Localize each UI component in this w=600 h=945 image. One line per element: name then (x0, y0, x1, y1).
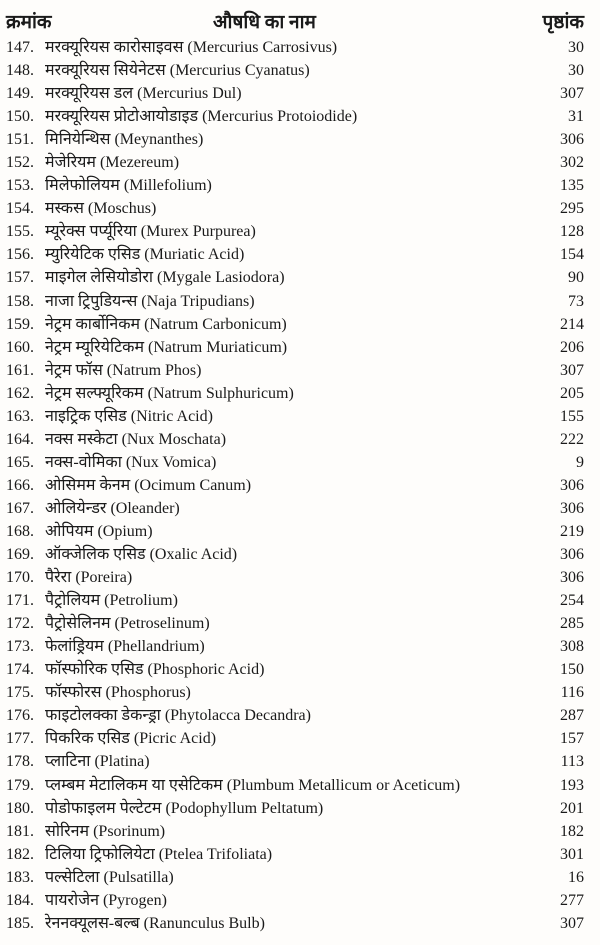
entry-number: 149. (6, 85, 34, 103)
medicine-name: नक्स मस्केटा (Nux Moschata) (45, 430, 227, 448)
list-item (0, 197, 600, 220)
list-item (0, 727, 600, 750)
entry-number: 163. (6, 407, 34, 425)
medicine-name: नेट्रम म्यूरियेटिकम (Natrum Muriaticum) (45, 338, 288, 356)
medicine-name: नेट्रम सल्फ्यूरिकम (Natrum Sulphuricum) (45, 384, 294, 402)
entry-number: 153. (6, 177, 34, 195)
list-item (0, 612, 600, 635)
page-number: 157 (560, 730, 584, 748)
list-item (0, 59, 600, 82)
medicine-name: नेट्रम फॉस (Natrum Phos) (45, 361, 202, 379)
page-number: 201 (560, 799, 584, 817)
entry-number: 173. (6, 638, 34, 656)
medicine-name: फॉस्फोरस (Phosphorus) (45, 684, 191, 702)
page-number: 306 (560, 499, 584, 517)
medicine-name: टिलिया ट्रिफोलियेटा (Ptelea Trifoliata) (45, 845, 273, 863)
medicine-name: प्लम्बम मेटालिकम या एसेटिकम (Plumbum Metallicum or Aceticum) (45, 776, 461, 794)
medicine-name: म्यूरेक्स पर्प्यूरिया (Murex Purpurea) (45, 223, 256, 241)
entry-number: 172. (6, 615, 34, 633)
list-item (0, 266, 600, 289)
entry-number: 177. (6, 730, 34, 748)
page-number: 295 (560, 200, 584, 218)
list-item (0, 497, 600, 520)
list-item (0, 750, 600, 773)
entry-number: 157. (6, 269, 34, 287)
entry-number: 179. (6, 776, 34, 794)
medicine-name-heading: औषधि का नाम (213, 12, 316, 33)
medicine-name: सोरिनम (Psorinum) (45, 822, 166, 840)
page-number: 154 (560, 246, 584, 264)
list-item (0, 82, 600, 105)
entry-number: 168. (6, 522, 34, 540)
medicine-name: मस्कस (Moschus) (45, 200, 157, 218)
medicine-name: ओलियेन्डर (Oleander) (45, 499, 180, 517)
page-number: 302 (560, 154, 584, 172)
medicine-name: मिलेफोलियम (Millefolium) (45, 177, 212, 195)
serial-number-heading: क्रमांक (6, 12, 52, 33)
list-item (0, 520, 600, 543)
entry-number: 166. (6, 476, 34, 494)
medicine-name: फेलांड्रियम (Phellandrium) (45, 638, 205, 656)
medicine-name: मरक्यूरियस कारोसाइवस (Mercurius Carrosivus) (45, 39, 338, 56)
medicine-index-list (0, 36, 600, 935)
entry-number: 169. (6, 546, 34, 564)
entry-number: 154. (6, 200, 34, 218)
table-header (0, 8, 600, 36)
medicine-name: मेजेरियम (Mezereum) (45, 154, 180, 172)
list-item (0, 290, 600, 313)
list-item (0, 151, 600, 174)
medicine-name: रेननक्यूलस-बल्ब (Ranunculus Bulb) (45, 914, 265, 932)
entry-number: 156. (6, 246, 34, 264)
page-number: 16 (568, 868, 584, 886)
page-number: 30 (568, 39, 584, 56)
page-number: 193 (560, 776, 584, 794)
medicine-name: पोडोफाइलम पेल्टेटम (Podophyllum Peltatum) (45, 799, 324, 817)
medicine-name: नक्स-वोमिका (Nux Vomica) (45, 453, 217, 471)
entry-number: 181. (6, 822, 34, 840)
medicine-name: फाइटोलक्का डेकन्ड्रा (Phytolacca Decandra) (45, 707, 311, 725)
medicine-name: मरक्यूरियस सियेनेटस (Mercurius Cyanatus) (45, 62, 310, 80)
page-number: 306 (560, 546, 584, 564)
page-number: 128 (560, 223, 584, 241)
entry-number: 165. (6, 453, 34, 471)
list-item (0, 774, 600, 797)
page-number: 307 (560, 85, 584, 103)
entry-number: 164. (6, 430, 34, 448)
entry-number: 159. (6, 315, 34, 333)
page-number-heading: पृष्ठांक (542, 12, 584, 33)
entry-number: 167. (6, 499, 34, 517)
medicine-name: मरक्यूरियस प्रोटोआयोडाइड (Mercurius Protoiodide) (45, 108, 358, 126)
list-item (0, 704, 600, 727)
page-number: 219 (560, 522, 584, 540)
page-number: 182 (560, 822, 584, 840)
list-item (0, 889, 600, 912)
entry-number: 151. (6, 131, 34, 149)
list-item (0, 359, 600, 382)
entry-number: 174. (6, 661, 34, 679)
page-number: 254 (560, 592, 584, 610)
list-item (0, 681, 600, 704)
page-number: 307 (560, 361, 584, 379)
medicine-name: पैट्रोसेलिनम (Petroselinum) (45, 615, 210, 633)
entry-number: 158. (6, 292, 34, 310)
page-number: 9 (576, 453, 584, 471)
entry-number: 170. (6, 569, 34, 587)
medicine-name: पल्सेटिला (Pulsatilla) (45, 868, 174, 886)
medicine-name: म्युरियेटिक एसिड (Muriatic Acid) (45, 246, 245, 264)
page-number: 116 (560, 684, 584, 702)
page-number: 308 (560, 638, 584, 656)
list-item (0, 866, 600, 889)
list-item (0, 36, 600, 59)
list-item (0, 912, 600, 935)
entry-number: 185. (6, 914, 34, 932)
page-number: 31 (568, 108, 584, 126)
list-item (0, 382, 600, 405)
page-number: 306 (560, 476, 584, 494)
entry-number: 183. (6, 868, 34, 886)
entry-number: 178. (6, 753, 34, 771)
entry-number: 148. (6, 62, 34, 80)
medicine-name: फॉस्फोरिक एसिड (Phosphoric Acid) (45, 661, 265, 679)
entry-number: 180. (6, 799, 34, 817)
list-item (0, 451, 600, 474)
list-item (0, 220, 600, 243)
list-item (0, 797, 600, 820)
page-number: 306 (560, 131, 584, 149)
entry-number: 184. (6, 891, 34, 909)
page-number: 301 (560, 845, 584, 863)
list-item (0, 336, 600, 359)
list-item (0, 658, 600, 681)
list-item (0, 428, 600, 451)
page-number: 73 (568, 292, 584, 310)
entry-number: 182. (6, 845, 34, 863)
page-number: 307 (560, 914, 584, 932)
medicine-name: ऑक्जेलिक एसिड (Oxalic Acid) (45, 546, 238, 564)
entry-number: 160. (6, 338, 34, 356)
medicine-name: माइगेल लेसियोडोरा (Mygale Lasiodora) (45, 269, 285, 287)
page-number: 135 (560, 177, 584, 195)
entry-number: 155. (6, 223, 34, 241)
page-number: 113 (560, 753, 584, 771)
medicine-name: पिकरिक एसिड (Picric Acid) (45, 730, 217, 748)
entry-number: 171. (6, 592, 34, 610)
medicine-name: नाजा ट्रिपुडियन्स (Naja Tripudians) (45, 292, 255, 310)
medicine-name: मरक्यूरियस डल (Mercurius Dul) (45, 85, 242, 103)
medicine-name: पैट्रोलियम (Petrolium) (45, 592, 178, 610)
entry-number: 175. (6, 684, 34, 702)
medicine-name: पायरोजेन (Pyrogen) (45, 891, 167, 909)
entry-number: 147. (6, 39, 34, 56)
list-item (0, 820, 600, 843)
list-item (0, 243, 600, 266)
medicine-name: ओसिमम केनम (Ocimum Canum) (45, 476, 252, 494)
list-item (0, 543, 600, 566)
list-item (0, 566, 600, 589)
list-item (0, 474, 600, 497)
page-number: 206 (560, 338, 584, 356)
page-number: 90 (568, 269, 584, 287)
page-number: 277 (560, 891, 584, 909)
page-number: 30 (568, 62, 584, 80)
medicine-name: प्लाटिना (Platina) (45, 753, 150, 771)
medicine-name: मिनियेन्थिस (Meynanthes) (45, 131, 204, 149)
page-number: 214 (560, 315, 584, 333)
page-number: 222 (560, 430, 584, 448)
page-number: 285 (560, 615, 584, 633)
list-item (0, 128, 600, 151)
page-number: 205 (560, 384, 584, 402)
entry-number: 176. (6, 707, 34, 725)
list-item (0, 405, 600, 428)
list-item (0, 589, 600, 612)
list-item (0, 843, 600, 866)
entry-number: 152. (6, 154, 34, 172)
page-number: 150 (560, 661, 584, 679)
list-item (0, 635, 600, 658)
medicine-name: नाइट्रिक एसिड (Nitric Acid) (45, 407, 213, 425)
entry-number: 162. (6, 384, 34, 402)
medicine-name: पैरेरा (Poreira) (45, 569, 133, 587)
page-number: 287 (560, 707, 584, 725)
list-item (0, 313, 600, 336)
entry-number: 161. (6, 361, 34, 379)
list-item (0, 105, 600, 128)
entry-number: 150. (6, 108, 34, 126)
page-number: 306 (560, 569, 584, 587)
medicine-name: नेट्रम कार्बोनिकम (Natrum Carbonicum) (45, 315, 287, 333)
list-item (0, 174, 600, 197)
page-number: 155 (560, 407, 584, 425)
medicine-name: ओपियम (Opium) (45, 522, 153, 540)
